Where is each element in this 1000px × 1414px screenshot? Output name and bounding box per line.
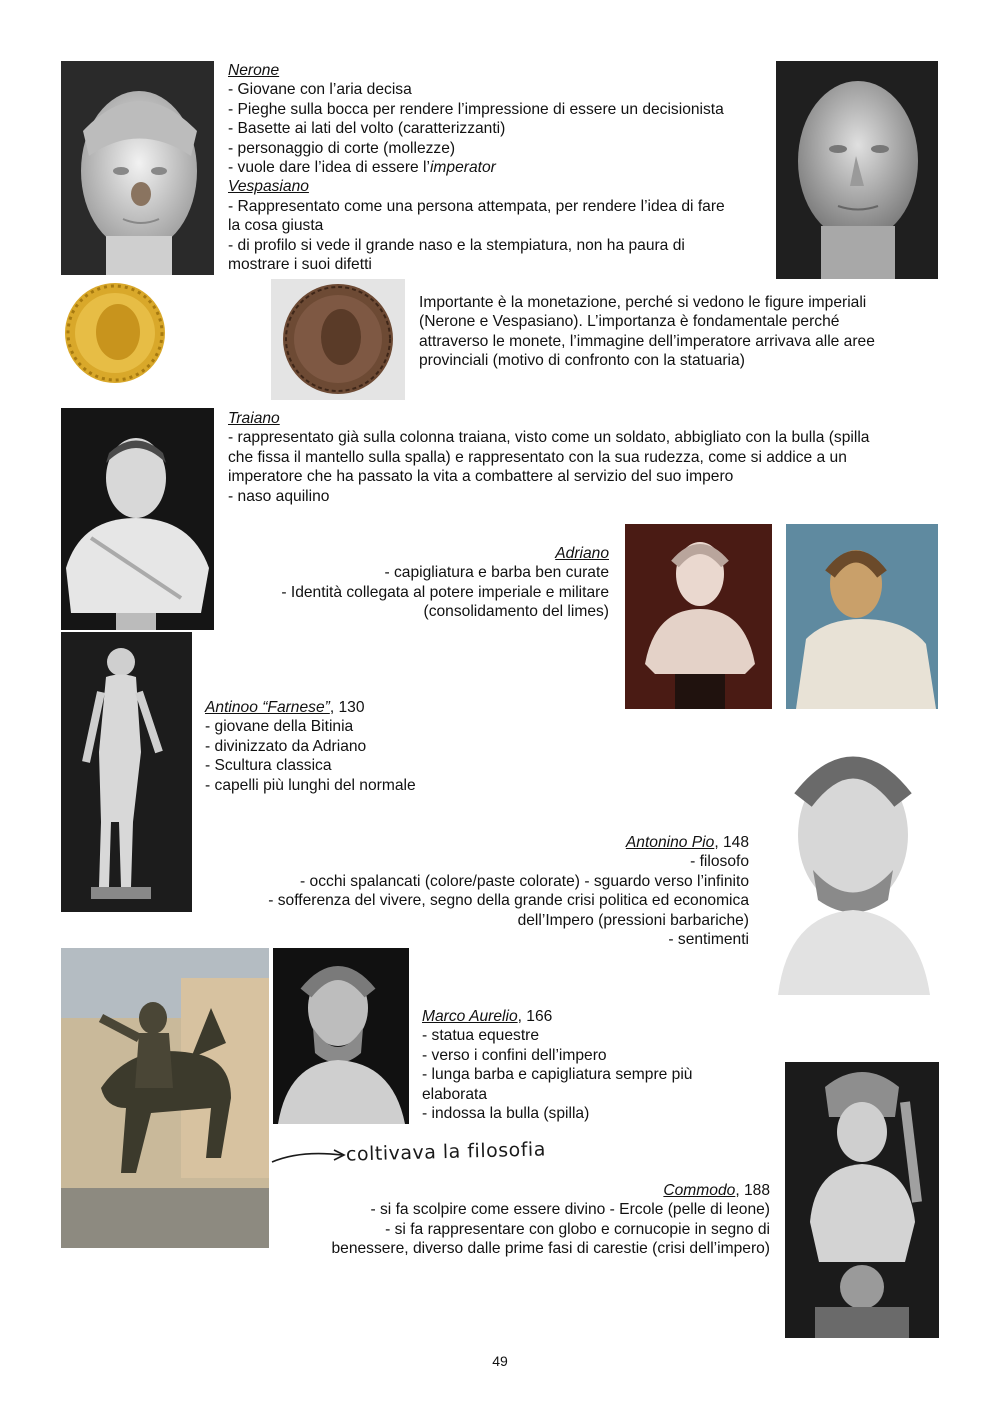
antonino-heading xyxy=(268,833,749,852)
antonino-pio-bust-photo xyxy=(768,740,940,1000)
monetazione-section xyxy=(419,293,875,371)
marco-year: , 166 xyxy=(517,1008,553,1025)
commodo-line: benessere, diverso dalle prime fasi di carestie (crisi dell’impero) xyxy=(331,1240,770,1258)
vespasiano-coin-photo xyxy=(271,279,405,400)
antonino-line: - sofferenza del vivere, segno della grande crisi politica ed economica xyxy=(268,892,749,910)
antinoo-line: - Scultura classica xyxy=(205,757,332,775)
vespasiano-line: - di profilo si vede il grande naso e la stempiatura, non ha paura di xyxy=(228,236,685,254)
adriano-line: - capigliatura e barba ben curate xyxy=(384,564,609,582)
antonino-line: - occhi spalancati (colore/paste colorate) - sguardo verso l’infinito xyxy=(300,872,749,890)
monetazione-line: (Nerone e Vespasiano). L’importanza è fondamentale perché xyxy=(419,313,840,331)
marco-line: - statua equestre xyxy=(422,1027,540,1045)
monetazione-line: provinciali (motivo di confronto con la statuaria) xyxy=(419,352,745,370)
marco-line: elaborata xyxy=(422,1085,488,1103)
nerone-line-last xyxy=(228,158,725,177)
antonino-line: - sentimenti xyxy=(668,931,749,949)
adriano-bust-1-photo xyxy=(625,524,772,709)
nerone-line: - personaggio di corte (mollezze) xyxy=(228,139,456,157)
antinoo-statue-photo xyxy=(61,632,192,912)
antonino-line: - filosofo xyxy=(690,853,749,871)
vespasiano-line: mostrare i suoi difetti xyxy=(228,256,372,274)
nerone-line: - Giovane con l’aria decisa xyxy=(228,81,412,99)
commodo-heading xyxy=(331,1181,770,1200)
nerone-line: - Pieghe sulla bocca per rendere l’impressione di essere un decisionista xyxy=(228,100,724,118)
antonino-year: , 148 xyxy=(714,834,749,851)
adriano-line: (consolidamento del limes) xyxy=(423,603,609,621)
monetazione-line: attraverso le monete, l’immagine dell’imperatore arrivava alle aree xyxy=(419,332,875,350)
commodo-line: - si fa rappresentare con globo e cornucopie in segno di xyxy=(385,1220,770,1238)
traiano-line: - naso aquilino xyxy=(228,487,330,505)
handwritten-note: coltivava la filosofia xyxy=(345,1138,547,1166)
antinoo-heading xyxy=(205,698,416,717)
nerone-bust-photo xyxy=(61,61,214,275)
marco-aurelio-bust-photo xyxy=(273,948,409,1124)
page-number: 49 xyxy=(492,1353,508,1369)
traiano-section xyxy=(228,409,869,506)
marco-heading xyxy=(422,1007,692,1026)
traiano-line: - rappresentato già sulla colonna traiana, visto come un soldato, abbigliato con la bulla (spilla xyxy=(228,429,870,447)
traiano-title: Traiano xyxy=(228,410,280,427)
marco-aurelio-section xyxy=(422,1007,692,1123)
antinoo-section xyxy=(205,698,416,795)
nerone-last-prefix: - vuole dare l’idea di essere l’ xyxy=(228,159,430,177)
commodo-line: - si fa scolpire come essere divino - Ercole (pelle di leone) xyxy=(370,1201,770,1219)
marco-aurelio-equestrian-photo xyxy=(61,948,269,1248)
commodo-title: Commodo xyxy=(663,1182,736,1199)
nerone-last-italic: imperator xyxy=(429,159,496,177)
nerone-section xyxy=(228,61,725,274)
antonino-title: Antonino Pio xyxy=(625,834,715,851)
commodo-bust-photo xyxy=(785,1062,939,1338)
commodo-section xyxy=(331,1181,770,1259)
vespasiano-bust-photo xyxy=(776,61,938,279)
antinoo-line: - giovane della Bitinia xyxy=(205,718,354,736)
marco-line: - indossa la bulla (spilla) xyxy=(422,1105,590,1123)
vespasiano-line: la cosa giusta xyxy=(228,217,324,235)
traiano-line: che fissa il mantello sulla spalla) e rappresentato con la sua rudezza, come si addice a un xyxy=(228,448,847,466)
adriano-line: - Identità collegata al potere imperiale e militare xyxy=(281,583,609,601)
commodo-year: , 188 xyxy=(735,1182,770,1199)
traiano-bust-photo xyxy=(61,408,214,630)
marco-title: Marco Aurelio xyxy=(422,1008,518,1025)
nerone-title: Nerone xyxy=(228,62,280,79)
nerone-line: - Basette ai lati del volto (caratterizzanti) xyxy=(228,120,506,138)
marco-line: - lunga barba e capigliatura sempre più xyxy=(422,1066,693,1084)
adriano-section xyxy=(281,544,609,622)
monetazione-line: Importante è la monetazione, perché si vedono le figure imperiali xyxy=(419,294,867,311)
nerone-coin-photo xyxy=(62,280,169,387)
antonino-line: dell’Impero (pressioni barbariche) xyxy=(517,911,749,929)
adriano-bust-2-photo xyxy=(786,524,938,709)
adriano-title: Adriano xyxy=(555,545,609,562)
antinoo-line: - capelli più lunghi del normale xyxy=(205,776,416,794)
vespasiano-title: Vespasiano xyxy=(228,178,309,196)
antinoo-year: , 130 xyxy=(329,699,365,716)
antonino-pio-section xyxy=(268,833,749,949)
traiano-line: imperatore che ha passato la vita a combattere al servizio del suo impero xyxy=(228,468,734,486)
antinoo-line: - divinizzato da Adriano xyxy=(205,737,367,755)
marco-line: - verso i confini dell’impero xyxy=(422,1046,607,1064)
vespasiano-line: - Rappresentato come una persona attempata, per rendere l’idea di fare xyxy=(228,197,725,215)
antinoo-title: Antinoo “Farnese” xyxy=(205,699,330,716)
